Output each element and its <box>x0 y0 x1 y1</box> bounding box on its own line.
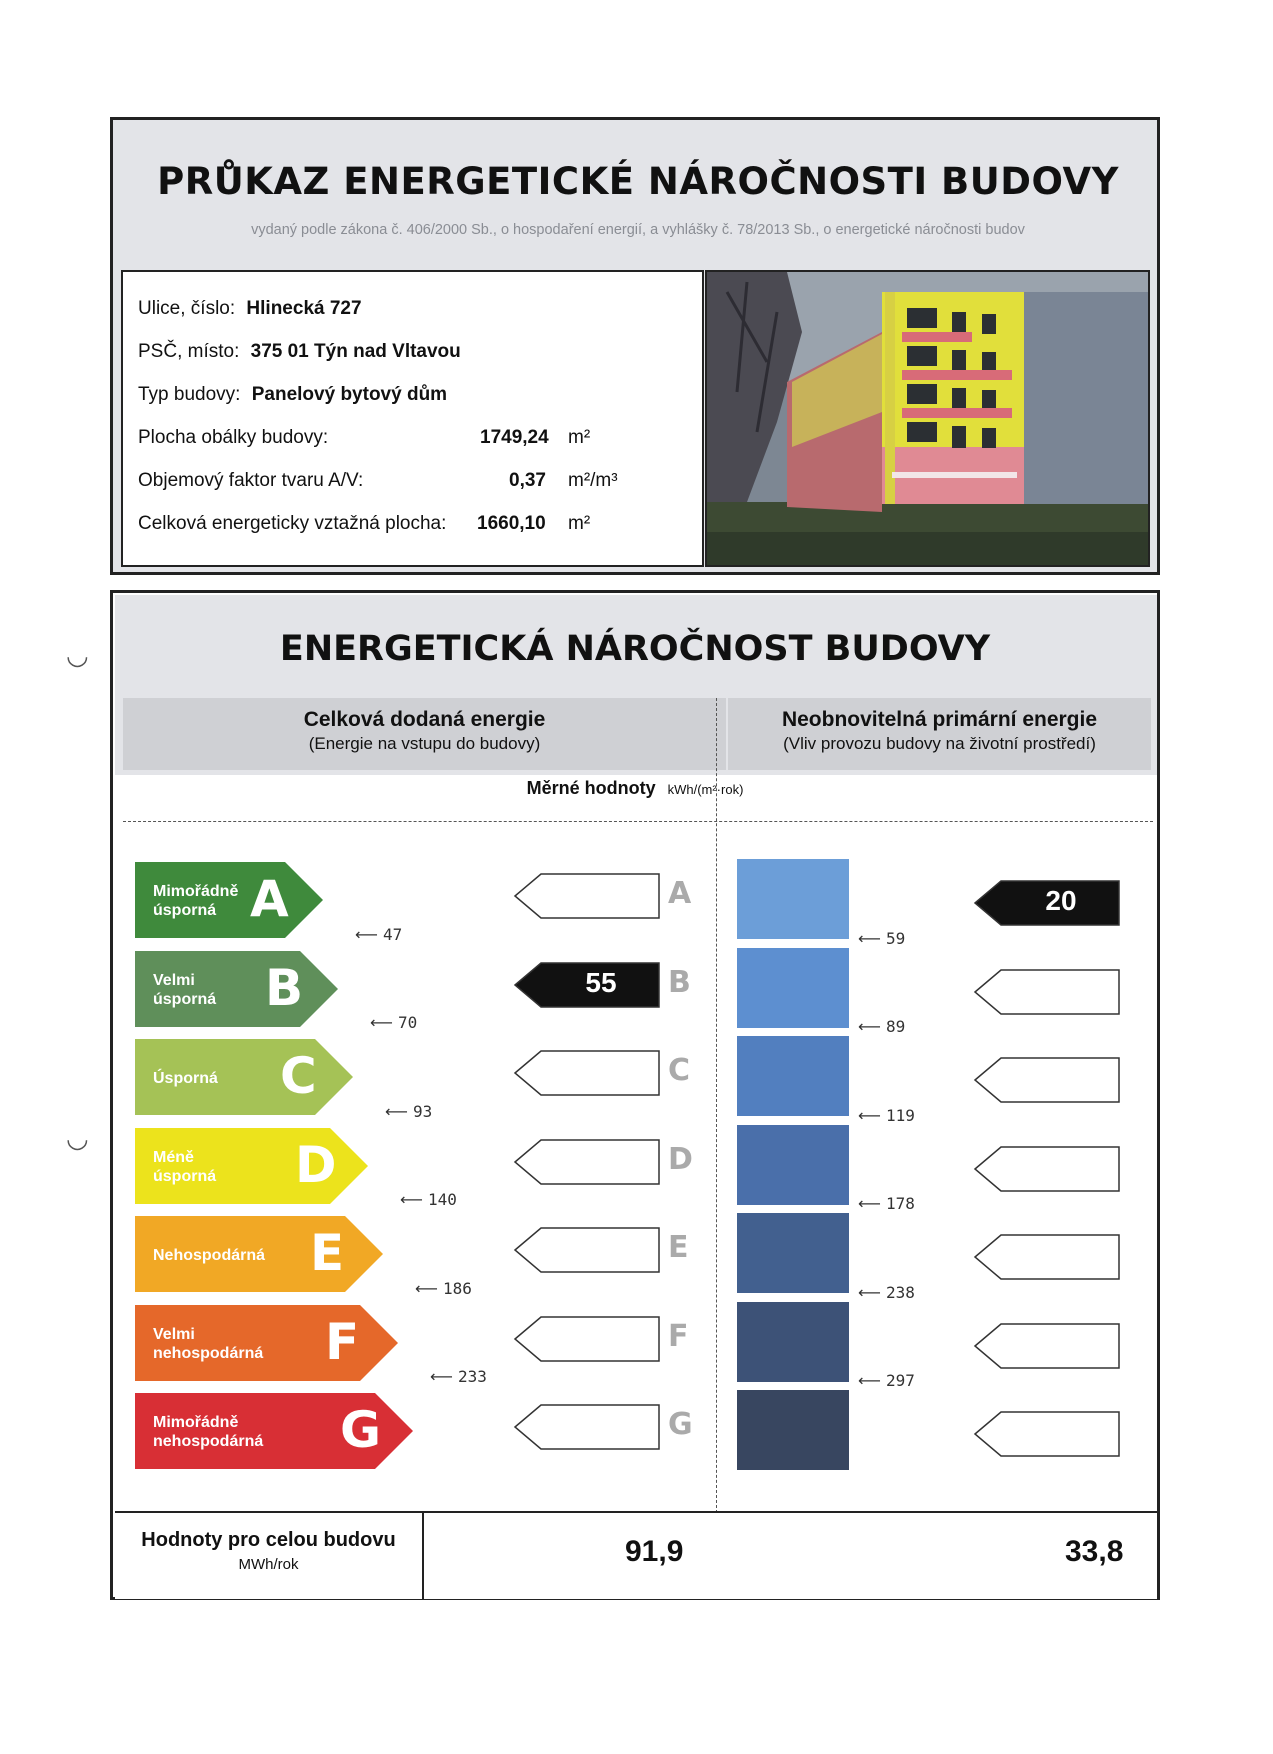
right-threshold: ⟵ 119 <box>858 1106 915 1125</box>
primary-energy-total: 33,8 <box>1065 1535 1124 1568</box>
left-threshold: ⟵ 70 <box>370 1013 418 1032</box>
empty-marker <box>973 1056 1123 1106</box>
empty-marker <box>513 1315 663 1365</box>
left-subheading: (Energie na vstupu do budovy) <box>308 734 541 753</box>
empty-marker <box>973 1233 1123 1283</box>
envelope-value: 1749,24 <box>480 427 549 448</box>
envelope-unit: m² <box>568 427 591 448</box>
energy-class-f <box>135 1305 400 1381</box>
marker-class-letter: C <box>668 1053 691 1088</box>
delivered-energy-value: 55 <box>585 967 617 998</box>
empty-marker <box>973 1410 1123 1460</box>
empty-marker <box>513 1049 663 1099</box>
shape-label: Objemový faktor tvaru A/V: <box>138 470 364 491</box>
energy-class-letter: G <box>340 1401 382 1459</box>
energy-class-letter: F <box>325 1313 360 1371</box>
right-threshold: ⟵ 238 <box>858 1283 915 1302</box>
energy-class-b <box>135 951 340 1027</box>
building-info-box <box>121 270 704 567</box>
street-row <box>138 298 362 320</box>
right-column-header <box>728 698 1151 770</box>
empty-marker <box>973 1322 1123 1372</box>
left-threshold: ⟵ 47 <box>355 925 403 944</box>
left-threshold: ⟵ 140 <box>400 1190 457 1209</box>
street-label: Ulice, číslo: <box>138 298 236 319</box>
right-subheading: (Vliv provozu budovy na životní prostředí) <box>783 734 1096 753</box>
primary-energy-class-g <box>737 1390 849 1470</box>
shape-value: 0,37 <box>509 470 546 491</box>
punch-hole-mark: ◡ <box>66 640 89 670</box>
street-value: Hlinecká 727 <box>246 298 362 319</box>
right-threshold: ⟵ 178 <box>858 1194 915 1213</box>
area-label: Celková energeticky vztažná plocha: <box>138 513 447 534</box>
energy-class-letter: E <box>310 1224 345 1282</box>
energy-class-letter: A <box>250 870 289 928</box>
energy-class-letter: D <box>295 1136 337 1194</box>
column-divider <box>716 698 717 1513</box>
marker-class-letter: A <box>668 876 692 911</box>
marker-class-letter: D <box>668 1142 693 1177</box>
type-row <box>138 384 447 406</box>
left-threshold: ⟵ 186 <box>415 1279 472 1298</box>
zip-row <box>138 341 461 363</box>
marker-class-letter: F <box>668 1319 689 1354</box>
zip-label: PSČ, místo: <box>138 341 240 362</box>
primary-energy-class-d <box>737 1125 849 1205</box>
right-threshold: ⟵ 297 <box>858 1371 915 1390</box>
marker-class-letter: B <box>668 965 691 1000</box>
marker-class-letter: E <box>668 1230 689 1265</box>
empty-marker <box>973 968 1123 1018</box>
energy-class-letter: B <box>265 959 304 1017</box>
energy-class-g <box>135 1393 415 1469</box>
empty-marker <box>973 1145 1123 1195</box>
certificate-header-panel <box>110 117 1160 575</box>
empty-marker <box>513 1138 663 1188</box>
empty-marker <box>513 1226 663 1276</box>
totals-unit: MWh/rok <box>238 1556 299 1573</box>
totals-row <box>115 1511 1157 1599</box>
energy-class-d <box>135 1128 370 1204</box>
left-column-header <box>123 698 726 770</box>
primary-energy-class-a <box>737 859 849 939</box>
type-value: Panelový bytový dům <box>251 384 448 405</box>
energy-class-name: Nehospodárná <box>153 1247 266 1264</box>
empty-marker <box>513 872 663 922</box>
energy-class-name: Velmi nehospodárná <box>153 1326 264 1362</box>
type-label: Typ budovy: <box>138 384 241 405</box>
primary-energy-class-b <box>737 948 849 1028</box>
totals-label-cell <box>115 1513 424 1599</box>
building-photo <box>705 270 1150 567</box>
energy-class-a <box>135 862 325 938</box>
zip-value: 375 01 Týn nad Vltavou <box>250 341 461 362</box>
energy-class-e <box>135 1216 385 1292</box>
area-unit: m² <box>568 513 591 534</box>
units-label: Měrné hodnoty <box>526 778 656 798</box>
energy-class-letter: C <box>280 1047 317 1105</box>
document-title: PRŮKAZ ENERGETICKÉ NÁROČNOSTI BUDOVY <box>157 160 1119 203</box>
units-value: kWh/(m²·rok) <box>667 782 744 797</box>
delivered-energy-total: 91,9 <box>625 1535 684 1568</box>
energy-class-name: Mimořádně úsporná <box>153 883 239 919</box>
primary-energy-class-f <box>737 1302 849 1382</box>
units-row <box>113 778 1157 799</box>
right-threshold: ⟵ 59 <box>858 929 906 948</box>
shape-unit: m²/m³ <box>568 470 618 491</box>
primary-energy-class-e <box>737 1213 849 1293</box>
left-heading: Celková dodaná energie <box>303 708 546 731</box>
punch-hole-mark: ◡ <box>66 1123 89 1153</box>
energy-class-c <box>135 1039 355 1115</box>
right-heading: Neobnovitelná primární energie <box>781 708 1098 731</box>
right-threshold: ⟵ 89 <box>858 1017 906 1036</box>
document-subtitle: vydaný podle zákona č. 406/2000 Sb., o hospodaření energií, a vyhlášky č. 78/2013 Sb., o energetické náročnosti budov <box>251 222 1025 238</box>
envelope-label: Plocha obálky budovy: <box>138 427 329 448</box>
energy-class-name: Mimořádně nehospodárná <box>153 1414 264 1450</box>
area-value: 1660,10 <box>477 513 546 534</box>
energy-class-name: Velmi úsporná <box>153 972 217 1008</box>
totals-label: Hodnoty pro celou budovu <box>141 1529 396 1551</box>
empty-marker <box>513 1403 663 1453</box>
rating-title: ENERGETICKÁ NÁROČNOST BUDOVY <box>279 629 991 669</box>
energy-rating-panel <box>110 590 1160 1600</box>
left-threshold: ⟵ 233 <box>430 1367 487 1386</box>
primary-energy-value: 20 <box>1045 885 1077 916</box>
energy-class-name: Úsporná <box>153 1070 218 1087</box>
building-photo-image <box>707 272 1148 565</box>
dashed-separator <box>123 821 1153 822</box>
energy-class-name: Méně úsporná <box>153 1149 217 1185</box>
marker-class-letter: G <box>668 1407 693 1442</box>
left-threshold: ⟵ 93 <box>385 1102 433 1121</box>
primary-energy-class-c <box>737 1036 849 1116</box>
